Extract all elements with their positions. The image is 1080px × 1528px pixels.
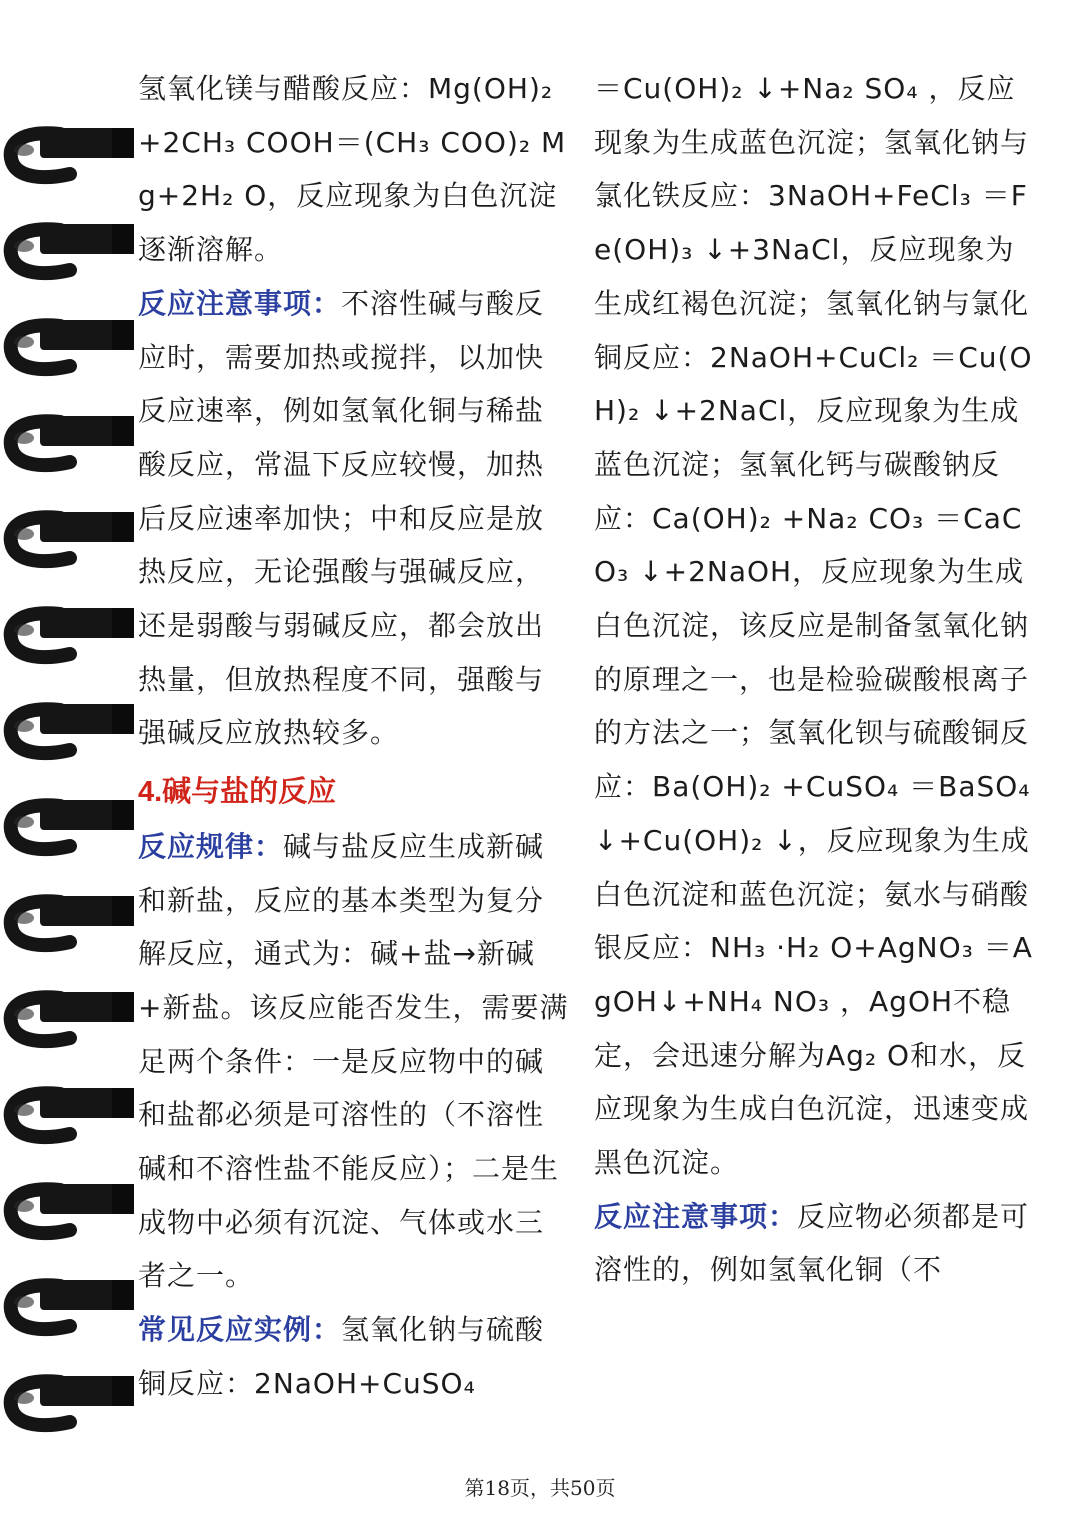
notes-text: 不溶性碱与酸反应时，需要加热或搅拌，以加快反应速率，例如氢氧化铜与稀盐酸反应，常温下反应较慢，加热后反应速率加快；中和反应是放热反应，无论强酸与强碱反应，还是弱酸与弱碱反应，都会放出热量，但放热程度不同，强酸与强碱反应放热较多。 [138, 286, 545, 750]
right-notes-text: 反应物必须都是可溶性的，例如氢氧化铜（不 [594, 1199, 1030, 1287]
examples-text: 氢氧化钠与硫酸铜反应：2NaOH+CuSO₄ [138, 1313, 545, 1400]
section-heading: 4.碱与盐的反应 [138, 776, 337, 809]
examples-paragraph [138, 1303, 570, 1410]
binding-rings [11, 128, 134, 1425]
right-column [594, 62, 1034, 1297]
rule-label: 反应规律： [138, 829, 284, 863]
notebook-page [138, 62, 1038, 1462]
spiral-binding [0, 40, 140, 1480]
rule-text: 碱与盐反应生成新碱和新盐，反应的基本类型为复分解反应，通式为：碱+盐→新碱+新盐。该反应能否发生，需要满足两个条件：一是反应物中的碱和盐都必须是可溶性的（不溶性碱和不溶性盐不能反应）；二是生成物中必须有沉淀、气体或水三者之一。 [138, 829, 569, 1293]
notes-label: 反应注意事项： [138, 286, 342, 320]
reaction-notes-paragraph [138, 277, 570, 760]
reaction-rule-paragraph [138, 820, 570, 1303]
magnesium-hydroxide-paragraph: 氢氧化镁与醋酸反应：Mg(OH)₂ +2CH₃ COOH＝(CH₃ COO)₂ Mg+2H₂ O，反应现象为白色沉淀逐渐溶解。 [138, 72, 567, 267]
right-notes-label: 反应注意事项： [594, 1199, 798, 1233]
page-number: 第18页，共50页 [464, 1476, 616, 1500]
right-notes-paragraph [594, 1190, 1034, 1297]
left-column [138, 62, 570, 1411]
reaction-examples-continued: ＝Cu(OH)₂ ↓+Na₂ SO₄ ，反应现象为生成蓝色沉淀；氢氧化钠与氯化铁反应：3NaOH+FeCl₃ ＝Fe(OH)₃ ↓+3NaCl，反应现象为生成红褐色沉淀；氢氧化钠与氯化铜反应：2NaOH+CuCl₂ ＝Cu(OH)₂ ↓+2NaCl，反应现象为生成蓝色沉淀；氢氧化钙与碳酸钠反应：Ca(OH)₂ +Na₂ CO₃ ＝CaCO₃ ↓+2NaOH，反应现象为生成白色沉淀，该反应是制备氢氧化钠的原理之一，也是检验碳酸根离子的方法之一；氢氧化钡与硫酸铜反应：Ba(OH)₂ +CuSO₄ ＝BaSO₄ ↓+Cu(OH)₂ ↓，反应现象为生成白色沉淀和蓝色沉淀；氨水与硝酸银反应：NH₃ ·H₂ O+AgNO₃ ＝AgOH↓+NH₄ NO₃ ，AgOH不稳定，会迅速分解为Ag₂ O和水，反应现象为生成白色沉淀，迅速变成黑色沉淀。 [594, 72, 1033, 1180]
examples-label: 常见反应实例： [138, 1313, 342, 1347]
